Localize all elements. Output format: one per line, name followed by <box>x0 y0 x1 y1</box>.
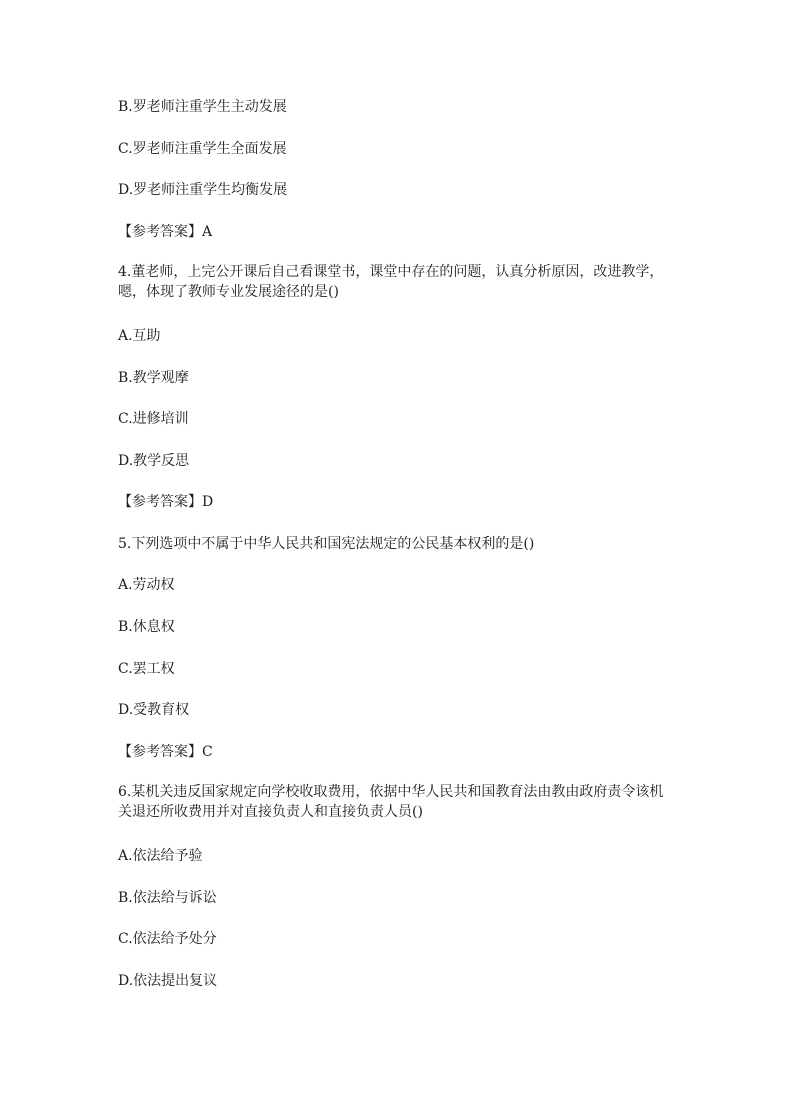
q6-stem <box>118 782 678 822</box>
q5-stem: 5.下列选项中不属于中华人民共和国宪法规定的公民基本权利的是() <box>118 536 535 552</box>
q4-option-c: C.进修培训 <box>118 411 189 427</box>
q5-option-d: D.受教育权 <box>118 702 190 718</box>
q6-option-c: C.依法给予处分 <box>118 931 217 947</box>
q4-option-b: B.教学观摩 <box>118 370 189 386</box>
q3-option-b: B.罗老师注重学生主动发展 <box>118 99 287 115</box>
q3-option-c: C.罗老师注重学生全面发展 <box>118 141 287 157</box>
q5-option-a: A.劳动权 <box>118 577 175 593</box>
q4-stem-line1: 4.董老师，上完公开课后自己看课堂书，课堂中存在的问题，认真分析原因，改进教学， <box>118 264 664 280</box>
q6-option-b: B.依法给与诉讼 <box>118 890 217 906</box>
q5-answer: 【参考答案】C <box>118 744 213 760</box>
q4-stem-line2: 嗯，体现了教师专业发展途径的是() <box>118 284 339 300</box>
q6-stem-line1: 6.某机关违反国家规定向学校收取费用，依据中华人民共和国教育法由教由政府责令该机 <box>118 784 664 800</box>
q5-option-b: B.休息权 <box>118 619 175 635</box>
q6-stem-line2: 关退还所收费用并对直接负责人和直接负责人员() <box>118 804 423 820</box>
q6-option-d: D.依法提出复议 <box>118 973 218 989</box>
q3-option-d: D.罗老师注重学生均衡发展 <box>118 182 288 198</box>
q3-answer: 【参考答案】A <box>118 224 213 240</box>
q4-option-a: A.互助 <box>118 328 161 344</box>
q4-stem <box>118 262 678 302</box>
q6-option-a: A.依法给予验 <box>118 848 203 864</box>
q5-option-c: C.罢工权 <box>118 661 175 677</box>
q4-option-d: D.教学反思 <box>118 453 190 469</box>
q4-answer: 【参考答案】D <box>118 494 214 510</box>
